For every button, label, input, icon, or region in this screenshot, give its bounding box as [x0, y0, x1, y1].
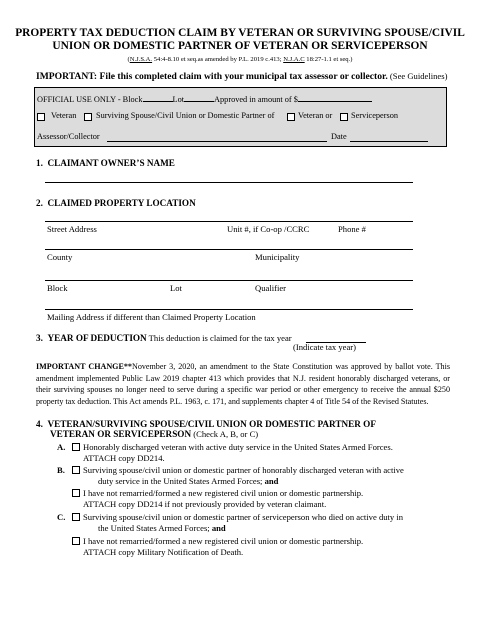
claimant-name-line[interactable]: [45, 182, 413, 183]
street-address-label: Street Address: [47, 224, 97, 234]
unit-label: Unit #, if Co-op /CCRC: [227, 224, 310, 234]
option-c-checkbox[interactable]: [72, 513, 80, 521]
block-label: Block: [47, 283, 68, 293]
option-b-remarried-checkbox[interactable]: [72, 489, 80, 497]
important-change-paragraph: IMPORTANT CHANGE**November 3, 2020, an amendment to the State Constitution was approved by ballot vote. This amendment implemented Public Law 2019 chapter 413 which provides that N.J. resident honorably discharged veterans, or their surviving spouses no longer need to serve during a specific war period or other emergency to receive the annual $250 property tax deduction. This Act amends P.L. 1963, c. 171, and supplements chapter 4 of Title 54 of the Revised Statutes.: [36, 362, 450, 406]
option-c-text2: the United States Armed Forces; and: [98, 523, 226, 533]
mailing-address-line[interactable]: [45, 309, 413, 310]
option-b-remarried-text: I have not remarried/formed a new registered civil union or domestic partnership.: [83, 488, 364, 498]
assessor-line[interactable]: [107, 141, 327, 142]
form-title-line2: UNION OR DOMESTIC PARTNER OF VETERAN OR SERVICEPERSON: [52, 40, 428, 52]
county-line[interactable]: [45, 249, 413, 250]
surviving-spouse-checkbox[interactable]: [84, 113, 92, 121]
surviving-spouse-label: Surviving Spouse/Civil Union or Domestic Partner of: [96, 111, 275, 120]
phone-label: Phone #: [338, 224, 366, 234]
option-a-text: Honorably discharged veteran with active duty service in the United States Armed Forces.: [83, 442, 393, 452]
veteran-checkbox[interactable]: [37, 113, 45, 121]
statute-citation: (N.J.S.A. 54:4-8.10 et seq.as amended by P.L. 2019 c.413; N.J.A.C 18:27-1.1 et seq.): [127, 56, 353, 63]
option-b-attach: ATTACH copy DD214 if not previously provided by veteran claimant.: [83, 499, 327, 509]
option-b-text2: duty service in the United States Armed Forces; and: [98, 476, 279, 486]
official-use-row1: OFFICIAL USE ONLY - Block Lot Approved in amount of $: [37, 92, 372, 104]
option-c-label: C.: [57, 512, 66, 522]
county-label: County: [47, 252, 73, 262]
veteran-or-label: Veteran or: [298, 111, 333, 120]
option-a-checkbox[interactable]: [72, 443, 80, 451]
important-notice: IMPORTANT: File this completed claim with your municipal tax assessor or collector. (See Guidelines): [36, 71, 448, 82]
section2-heading: 2. CLAIMED PROPERTY LOCATION: [36, 198, 196, 208]
qualifier-label: Qualifier: [255, 283, 287, 293]
approved-amount-field[interactable]: [298, 92, 372, 102]
serviceperson-label: Serviceperson: [351, 111, 398, 120]
section3-heading: 3. YEAR OF DEDUCTION This deduction is claimed for the tax year: [36, 333, 292, 343]
form-title-line1: PROPERTY TAX DEDUCTION CLAIM BY VETERAN OR SURVIVING SPOUSE/CIVIL: [15, 27, 465, 39]
block-field[interactable]: [143, 92, 173, 102]
section4-heading-line2: VETERAN OR SERVICEPERSON (Check A, B, or C): [50, 429, 259, 439]
veteran-label: Veteran: [51, 111, 77, 120]
mailing-address-label: Mailing Address if different than Claimed Property Location: [47, 312, 256, 322]
block-lot-line[interactable]: [45, 280, 413, 281]
option-c-remarried-text: I have not remarried/formed a new registered civil union or domestic partnership.: [83, 536, 364, 546]
option-b-text1: Surviving spouse/civil union or domestic partner of honorably discharged veteran with active: [83, 465, 404, 475]
option-a-attach: ATTACH copy DD214.: [83, 453, 165, 463]
option-c-attach: ATTACH copy Military Notification of Death.: [83, 547, 244, 557]
option-a-label: A.: [57, 442, 66, 452]
section4-heading-line1: 4. VETERAN/SURVIVING SPOUSE/CIVIL UNION OR DOMESTIC PARTNER OF: [36, 419, 376, 429]
date-label: Date: [331, 132, 347, 141]
option-b-label: B.: [57, 465, 65, 475]
option-b-checkbox[interactable]: [72, 466, 80, 474]
assessor-label: Assessor/Collector: [37, 132, 100, 141]
section1-heading: 1. CLAIMANT OWNER’S NAME: [36, 158, 175, 168]
street-address-line[interactable]: [45, 221, 413, 222]
veteran-or-checkbox[interactable]: [287, 113, 295, 121]
municipality-label: Municipality: [255, 252, 300, 262]
serviceperson-checkbox[interactable]: [340, 113, 348, 121]
indicate-tax-year-label: (Indicate tax year): [293, 342, 356, 352]
date-line[interactable]: [350, 141, 428, 142]
option-c-text1: Surviving spouse/civil union or domestic partner of serviceperson who died on active duty in: [83, 512, 404, 522]
lot-field[interactable]: [184, 92, 214, 102]
lot-label: Lot: [170, 283, 182, 293]
option-c-remarried-checkbox[interactable]: [72, 537, 80, 545]
